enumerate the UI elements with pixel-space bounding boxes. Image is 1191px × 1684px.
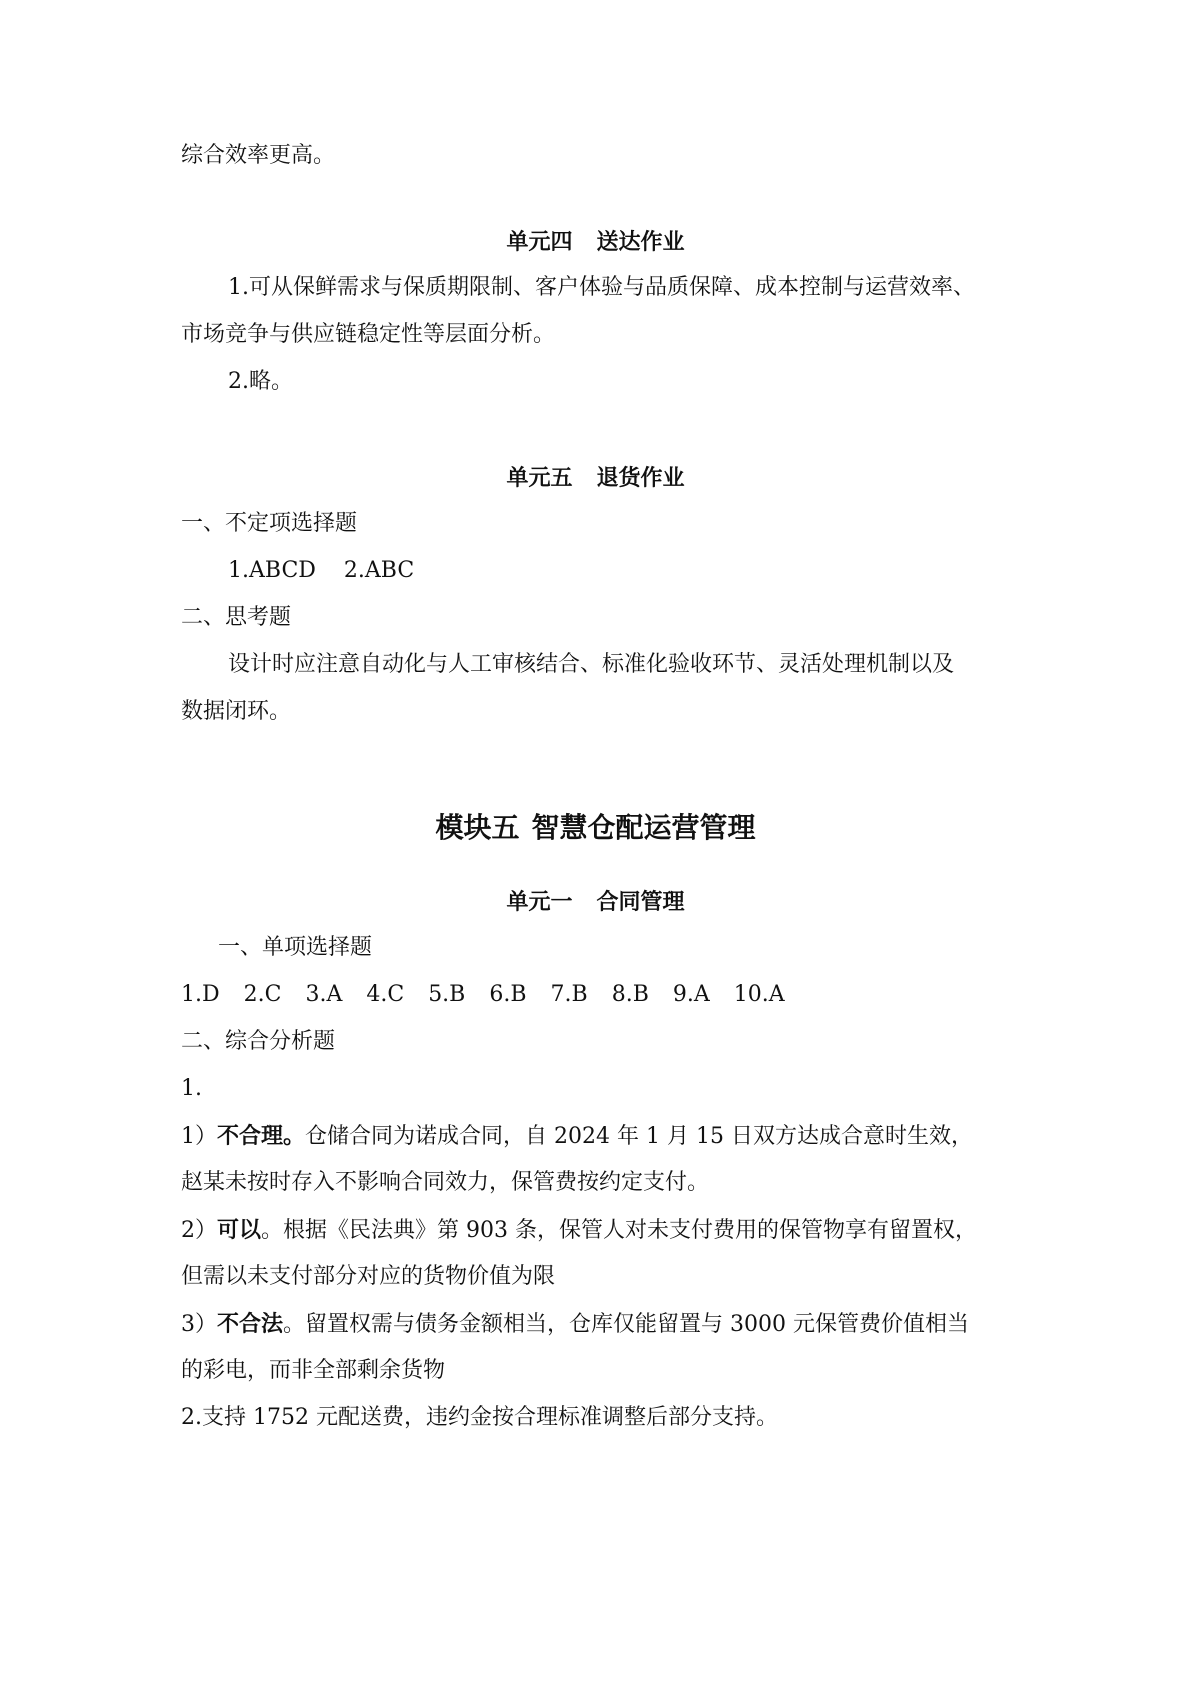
item-verdict: 不合理。 (217, 1123, 306, 1149)
unit-one-label: 单元一 (506, 889, 573, 915)
unit-four-answer-1-line-2: 市场竞争与供应链稳定性等层面分析。 (181, 322, 556, 347)
answer-item: 8.B (611, 982, 649, 1007)
item-text: 仓储合同为诺成合同，自 2024 年 1 月 15 日双方达成合意时生效， (305, 1124, 973, 1149)
item-text: 。根据《民法典》第 903 条，保管人对未支付费用的保管物享有留置权， (261, 1218, 977, 1243)
unit-five-heading (0, 463, 1191, 493)
item-text: 。留置权需与债务金额相当，仓库仅能留置与 3000 元保管费价值相当 (283, 1312, 969, 1337)
answer-item: 4.C (366, 982, 405, 1007)
module-five-title (0, 810, 1191, 846)
answer-item: 5.B (428, 982, 466, 1007)
unit-four-answer-1-line-1: 1.可从保鲜需求与保质期限制、客户体验与品质保障、成本控制与运营效率、 (228, 275, 975, 300)
question-1-label: 1. (181, 1076, 202, 1101)
unit-five-section-2-title: 二、思考题 (181, 605, 292, 630)
question-1-item-3-line-1 (181, 1309, 969, 1340)
unit-four-name: 送达作业 (596, 229, 685, 255)
unit-four-answer-2: 2.略。 (228, 369, 293, 394)
item-verdict: 可以 (217, 1217, 262, 1243)
question-1-item-2-line-2: 但需以未支付部分对应的货物价值为限 (181, 1264, 556, 1289)
item-number: 1） (181, 1124, 217, 1149)
answer-item: 2.C (243, 982, 282, 1007)
question-1-item-1-line-2: 赵某未按时存入不影响合同效力，保管费按约定支付。 (181, 1170, 710, 1195)
question-1-item-3-line-2: 的彩电，而非全部剩余货物 (181, 1358, 446, 1383)
unit-one-section-1-title: 一、单项选择题 (218, 935, 373, 960)
unit-five-name: 退货作业 (596, 465, 685, 491)
answer-item: 10.A (733, 982, 785, 1007)
question-1-item-2-line-1 (181, 1215, 977, 1246)
answer-item: 3.A (305, 982, 343, 1007)
unit-four-heading (0, 227, 1191, 257)
unit-five-section-2-line-1: 设计时应注意自动化与人工审核结合、标准化验收环节、灵活处理机制以及 (228, 652, 955, 677)
item-verdict: 不合法 (217, 1311, 284, 1337)
module-five-label: 模块五 (435, 811, 520, 844)
unit-five-section-1-answers: 1.ABCD 2.ABC (228, 558, 415, 583)
unit-five-label: 单元五 (506, 465, 573, 491)
unit-five-section-2-line-2: 数据闭环。 (181, 699, 292, 724)
unit-four-label: 单元四 (506, 229, 573, 255)
question-1-item-1-line-1 (181, 1121, 973, 1152)
unit-one-section-2-title: 二、综合分析题 (181, 1029, 336, 1054)
paragraph-intro: 综合效率更高。 (181, 143, 336, 168)
answer-item: 6.B (489, 982, 527, 1007)
unit-five-section-1-title: 一、不定项选择题 (181, 511, 358, 536)
item-number: 2） (181, 1218, 217, 1243)
answer-item: 7.B (550, 982, 588, 1007)
item-number: 3） (181, 1312, 217, 1337)
answer-item: 1.D (181, 982, 220, 1007)
unit-one-answer-list (181, 980, 809, 1010)
module-five-name: 智慧仓配运营管理 (531, 811, 756, 844)
answer-item: 9.A (672, 982, 710, 1007)
question-2-answer: 2.支持 1752 元配送费，违约金按合理标准调整后部分支持。 (181, 1405, 778, 1430)
unit-one-name: 合同管理 (596, 889, 685, 915)
module-five-unit-one-heading (0, 887, 1191, 917)
